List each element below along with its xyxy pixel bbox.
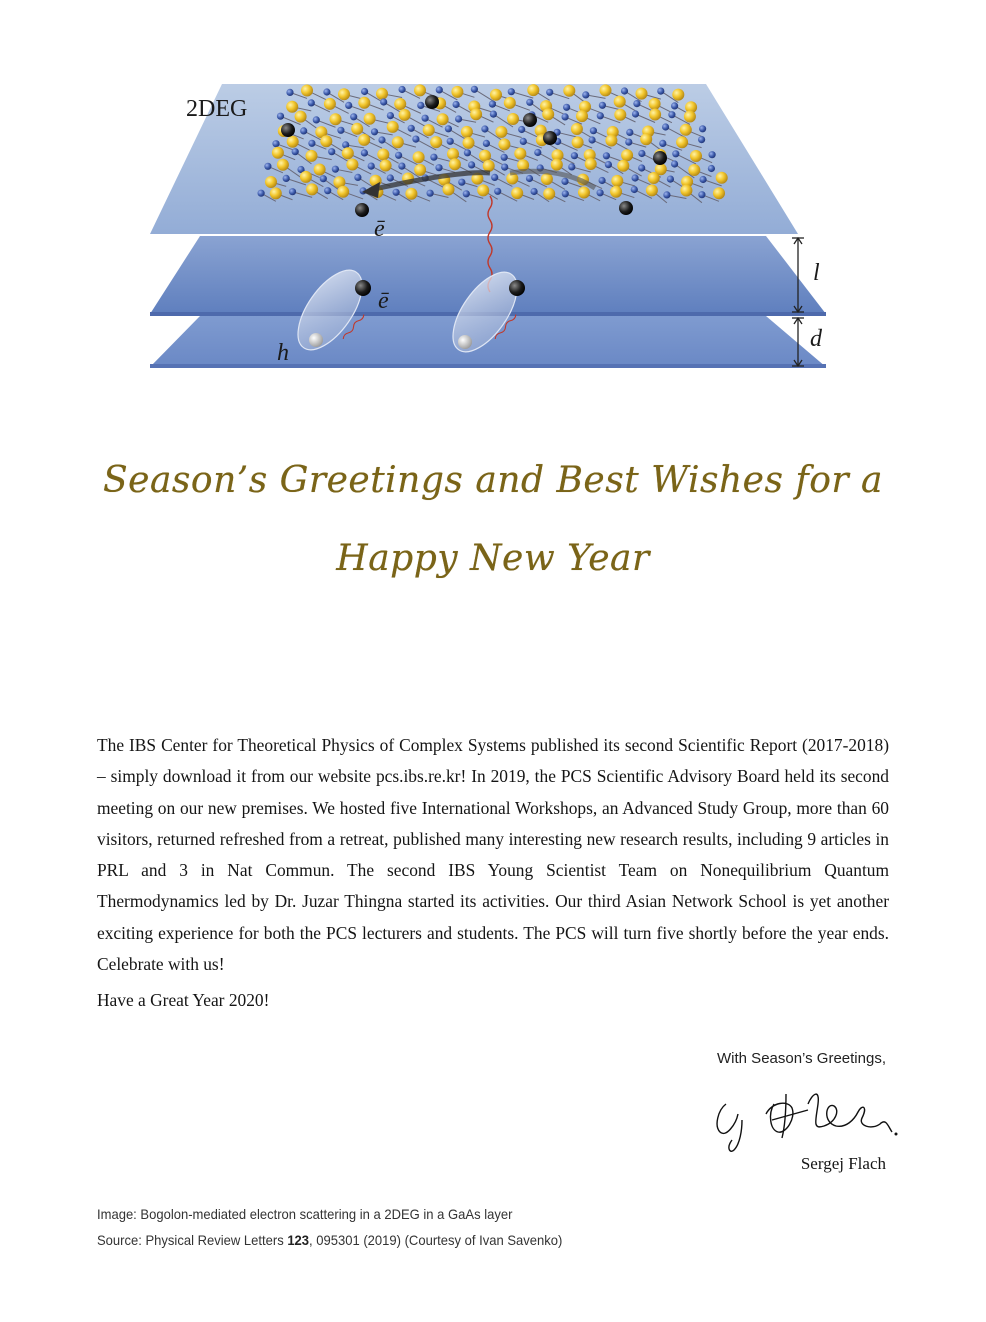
lattice-atom-blue [494, 188, 501, 195]
lattice-atom-blue [371, 128, 378, 135]
lattice-atom-gold [684, 111, 696, 123]
lattice-atom-blue [455, 115, 462, 122]
lattice-atom-gold [451, 86, 463, 98]
lattice-atom-blue [603, 152, 610, 159]
lattice-atom-blue [354, 174, 361, 181]
lattice-atom-blue [361, 88, 368, 95]
lattice-atom-gold [648, 172, 660, 184]
lattice-atom-blue [531, 188, 538, 195]
lattice-atom-blue [292, 148, 299, 155]
lattice-atom-gold [571, 123, 583, 135]
lattice-atom-blue [283, 175, 290, 182]
lattice-atom-gold [672, 89, 684, 101]
lattice-atom-blue [328, 148, 335, 155]
lattice-atom-blue [368, 163, 375, 170]
label-hole: h [277, 340, 289, 366]
lattice-atom-gold [320, 135, 332, 147]
label-distance-d: d [810, 326, 822, 352]
source-caption [97, 1232, 562, 1248]
lattice-atom-blue [323, 88, 330, 95]
lattice-atom-blue [562, 113, 569, 120]
lattice-atom-gold [447, 148, 459, 160]
lattice-atom-blue [582, 91, 589, 98]
lattice-atom-blue [663, 191, 670, 198]
lattice-atom-blue [508, 88, 515, 95]
lattice-atom-gold [490, 89, 502, 101]
lattice-atom-gold [414, 84, 426, 96]
lattice-atom-blue [463, 190, 470, 197]
lattice-atom-blue [490, 111, 497, 118]
lattice-atom-blue [520, 138, 527, 145]
lattice-atom-gold [314, 164, 326, 176]
lattice-atom-blue [300, 127, 307, 134]
lattice-atom-gold [646, 184, 658, 196]
lattice-atom-gold [272, 147, 284, 159]
lattice-atom-gold [507, 113, 519, 125]
lattice-atom-blue [621, 87, 628, 94]
lattice-atom-gold [277, 159, 289, 171]
lattice-atom-blue [605, 161, 612, 168]
lattice-atom-blue [599, 102, 606, 109]
lattice-atom-blue [393, 189, 400, 196]
lattice-atom-blue [563, 104, 570, 111]
lattice-atom-blue [458, 179, 465, 186]
lattice-atom-blue [589, 136, 596, 143]
lattice-atom-gold [399, 109, 411, 121]
source-suffix: , 095301 (2019) (Courtesy of Ivan Savenko) [309, 1232, 563, 1248]
lattice-atom-blue [277, 113, 284, 120]
lattice-atom-gold [358, 97, 370, 109]
lattice-atom-gold [495, 126, 507, 138]
handwritten-signature [712, 1074, 902, 1154]
lattice-atom-gold [287, 136, 299, 148]
lattice-atom-blue [289, 188, 296, 195]
lattice-atom-gold [477, 184, 489, 196]
lattice-atom-gold [600, 84, 612, 96]
lattice-atom-gold [461, 126, 473, 138]
electron [523, 113, 537, 127]
lattice-atom-blue [568, 163, 575, 170]
lattice-atom-blue [518, 126, 525, 133]
lattice-atom-blue [709, 151, 716, 158]
lattice-atom-gold [463, 137, 475, 149]
lattice-atom-blue [378, 136, 385, 143]
source-prefix: Source: Physical Review Letters [97, 1232, 288, 1248]
lattice-atom-gold [527, 84, 539, 96]
lattice-atom-blue [308, 99, 315, 106]
lattice-atom-blue [272, 140, 279, 147]
lattice-atom-blue [447, 138, 454, 145]
lattice-atom-gold [330, 113, 342, 125]
lattice-atom-gold [610, 186, 622, 198]
lattice-atom-gold [576, 110, 588, 122]
lattice-atom-blue [698, 191, 705, 198]
lattice-atom-blue [468, 161, 475, 168]
lattice-atom-gold [430, 136, 442, 148]
lattice-atom-blue [526, 175, 533, 182]
lattice-atom-blue [562, 190, 569, 197]
lattice-atom-blue [597, 112, 604, 119]
lattice-atom-blue [337, 127, 344, 134]
lattice-atom-blue [671, 160, 678, 167]
lattice-atom-gold [688, 164, 700, 176]
lattice-atom-gold [498, 138, 510, 150]
lattice-atom-blue [427, 190, 434, 197]
lattice-atom-blue [453, 101, 460, 108]
image-caption: Image: Bogolon-mediated electron scattering in a 2DEG in a GaAs layer [97, 1206, 513, 1222]
lattice-atom-blue [324, 187, 331, 194]
lattice-atom-blue [671, 102, 678, 109]
lattice-atom-blue [399, 86, 406, 93]
lattice-atom-gold [338, 88, 350, 100]
lattice-atom-blue [395, 152, 402, 159]
label-distance-l: l [813, 260, 820, 286]
lattice-atom-gold [449, 158, 461, 170]
source-volume: 123 [287, 1232, 310, 1248]
lattice-atom-blue [398, 163, 405, 170]
lattice-atom-gold [542, 108, 554, 120]
lattice-atom-gold [636, 88, 648, 100]
lattice-atom-gold [394, 98, 406, 110]
lattice-atom-gold [301, 85, 313, 97]
lattice-atom-gold [649, 109, 661, 121]
lattice-atom-gold [690, 150, 702, 162]
electron [619, 201, 633, 215]
lattice-atom-gold [414, 164, 426, 176]
lattice-atom-gold [376, 88, 388, 100]
lattice-atom-blue [659, 140, 666, 147]
lattice-atom-blue [662, 123, 669, 130]
lattice-atom-gold [265, 176, 277, 188]
lattice-atom-gold [392, 136, 404, 148]
lattice-atom-gold [387, 121, 399, 133]
lattice-atom-blue [380, 98, 387, 105]
lattice-atom-blue [700, 176, 707, 183]
lattice-atom-blue [626, 129, 633, 136]
lattice-atom-gold [621, 149, 633, 161]
lattice-atom-blue [308, 140, 315, 147]
lattice-atom-blue [631, 186, 638, 193]
lattice-atom-gold [300, 171, 312, 183]
lattice-atom-gold [563, 85, 575, 97]
lattice-atom-blue [657, 88, 664, 95]
lattice-atom-blue [546, 89, 553, 96]
lattice-atom-gold [405, 188, 417, 200]
lattice-atom-blue [571, 152, 578, 159]
lattice-atom-gold [649, 98, 661, 110]
lattice-atom-blue [526, 99, 533, 106]
lattice-atom-gold [617, 160, 629, 172]
lattice-atom-gold [351, 123, 363, 135]
lattice-atom-gold [605, 135, 617, 147]
lattice-atom-blue [320, 175, 327, 182]
lattice-atom-blue [590, 127, 597, 134]
lattice-atom-gold [270, 187, 282, 199]
lattice-atom-gold [551, 159, 563, 171]
lattice-atom-gold [716, 172, 728, 184]
lattice-atom-blue [332, 166, 339, 173]
lattice-atom-gold [286, 101, 298, 113]
lattice-atom-blue [638, 150, 645, 157]
lattice-atom-gold [614, 109, 626, 121]
2deg-layer-diagram [140, 78, 840, 378]
lattice-atom-blue [668, 111, 675, 118]
lattice-atom-gold [514, 148, 526, 160]
lattice-atom-gold [640, 133, 652, 145]
lattice-atom-blue [698, 136, 705, 143]
lattice-atom-blue [430, 154, 437, 161]
electron [425, 95, 439, 109]
closing-line: Have a Great Year 2020! [97, 990, 270, 1010]
lattice-atom-blue [417, 102, 424, 109]
lattice-atom-gold [676, 136, 688, 148]
lattice-atom-blue [638, 164, 645, 171]
lattice-atom-blue [464, 149, 471, 156]
lattice-atom-blue [387, 112, 394, 119]
lattice-atom-blue [435, 164, 442, 171]
lattice-atom-blue [412, 136, 419, 143]
lattice-atom-blue [699, 125, 706, 132]
lattice-atom-blue [491, 174, 498, 181]
lattice-atom-blue [264, 163, 271, 170]
2deg-illustration [140, 78, 840, 378]
lattice-atom-blue [286, 89, 293, 96]
lattice-atom-gold [713, 187, 725, 199]
lattice-atom-gold [413, 151, 425, 163]
lattice-atom-blue [501, 154, 508, 161]
lattice-atom-blue [313, 116, 320, 123]
lattice-atom-gold [443, 184, 455, 196]
lattice-atom-blue [471, 86, 478, 93]
lattice-atom-blue [632, 110, 639, 117]
lattice-atom-gold [483, 160, 495, 172]
lattice-atom-gold [578, 187, 590, 199]
label-electron-exciton: ē [378, 288, 389, 314]
lattice-atom-blue [422, 115, 429, 122]
lattice-atom-blue [534, 149, 541, 156]
lattice-atom-blue [361, 149, 368, 156]
lattice-atom-blue [481, 125, 488, 132]
lattice-atom-gold [423, 124, 435, 136]
lattice-atom-gold [470, 108, 482, 120]
lattice-atom-blue [625, 139, 632, 146]
lattice-atom-blue [561, 178, 568, 185]
lattice-atom-blue [483, 140, 490, 147]
electron [355, 203, 369, 217]
lattice-atom-gold [306, 183, 318, 195]
lattice-atom-blue [387, 174, 394, 181]
lattice-atom-blue [633, 100, 640, 107]
signoff-greeting: With Season’s Greetings, [717, 1050, 886, 1067]
lattice-atom-gold [572, 136, 584, 148]
lattice-atom-gold [380, 160, 392, 172]
lattice-atom-blue [708, 165, 715, 172]
label-electron-top: ē [374, 216, 385, 242]
lattice-atom-blue [489, 101, 496, 108]
lattice-atom-blue [667, 176, 674, 183]
electron [281, 123, 295, 137]
lattice-atom-gold [511, 187, 523, 199]
lattice-atom-blue [632, 174, 639, 181]
lattice-atom-gold [364, 113, 376, 125]
electron [653, 151, 667, 165]
lattice-atom-gold [437, 113, 449, 125]
lattice-atom-gold [504, 97, 516, 109]
lattice-atom-gold [306, 150, 318, 162]
lattice-atom-gold [358, 134, 370, 146]
lattice-atom-gold [337, 186, 349, 198]
lattice-atom-gold [346, 159, 358, 171]
lattice-atom-gold [377, 149, 389, 161]
lattice-atom-blue [501, 164, 508, 171]
lattice-atom-blue [599, 177, 606, 184]
lattice-atom-blue [258, 190, 265, 197]
lattice-atom-gold [585, 158, 597, 170]
lattice-atom-blue [345, 102, 352, 109]
signer-name: Sergej Flach [800, 1154, 886, 1173]
lattice-atom-gold [611, 175, 623, 187]
lattice-atom-blue [445, 125, 452, 132]
lattice-atom-gold [342, 147, 354, 159]
lattice-atom-blue [436, 86, 443, 93]
lattice-atom-blue [350, 113, 357, 120]
label-2deg: 2DEG [186, 96, 248, 122]
lattice-atom-gold [324, 98, 336, 110]
bottom-plane-edge [150, 364, 826, 368]
lattice-atom-gold [614, 96, 626, 108]
greeting-line-1: Season’s Greetings and Best Wishes for a [103, 460, 883, 501]
lattice-atom-blue [672, 150, 679, 157]
lattice-atom-gold [543, 188, 555, 200]
report-paragraph: The IBS Center for Theoretical Physics of Complex Systems published its second Scientific Report (2017-2018) – simply download it from our website pcs.ibs.re.kr! In 2019, the PCS Scientific Advisory Board held its second meeting on our new premises. We hosted five International Workshops, an Advanced Study Group, more than 60 visitors, returned refreshed from a retreat, published many interesting new research results, including 9 articles in PRL and 3 in Nat Commun. The second IBS Young Scientist Team on Nonequilibrium Quantum Thermodynamics led by Dr. Juzar Thingna started its activities. Our third Asian Network School is yet another exciting experience for both the PCS lecturers and students. The PCS will turn five shortly before the year ends. Celebrate with us! [97, 735, 889, 975]
lattice-atom-gold [680, 124, 692, 136]
lattice-atom-blue [597, 189, 604, 196]
electron [543, 131, 557, 145]
lattice-atom-gold [680, 185, 692, 197]
lattice-atom-gold [295, 111, 307, 123]
greeting-line-2: Happy New Year [336, 538, 650, 579]
lattice-atom-blue [408, 125, 415, 132]
